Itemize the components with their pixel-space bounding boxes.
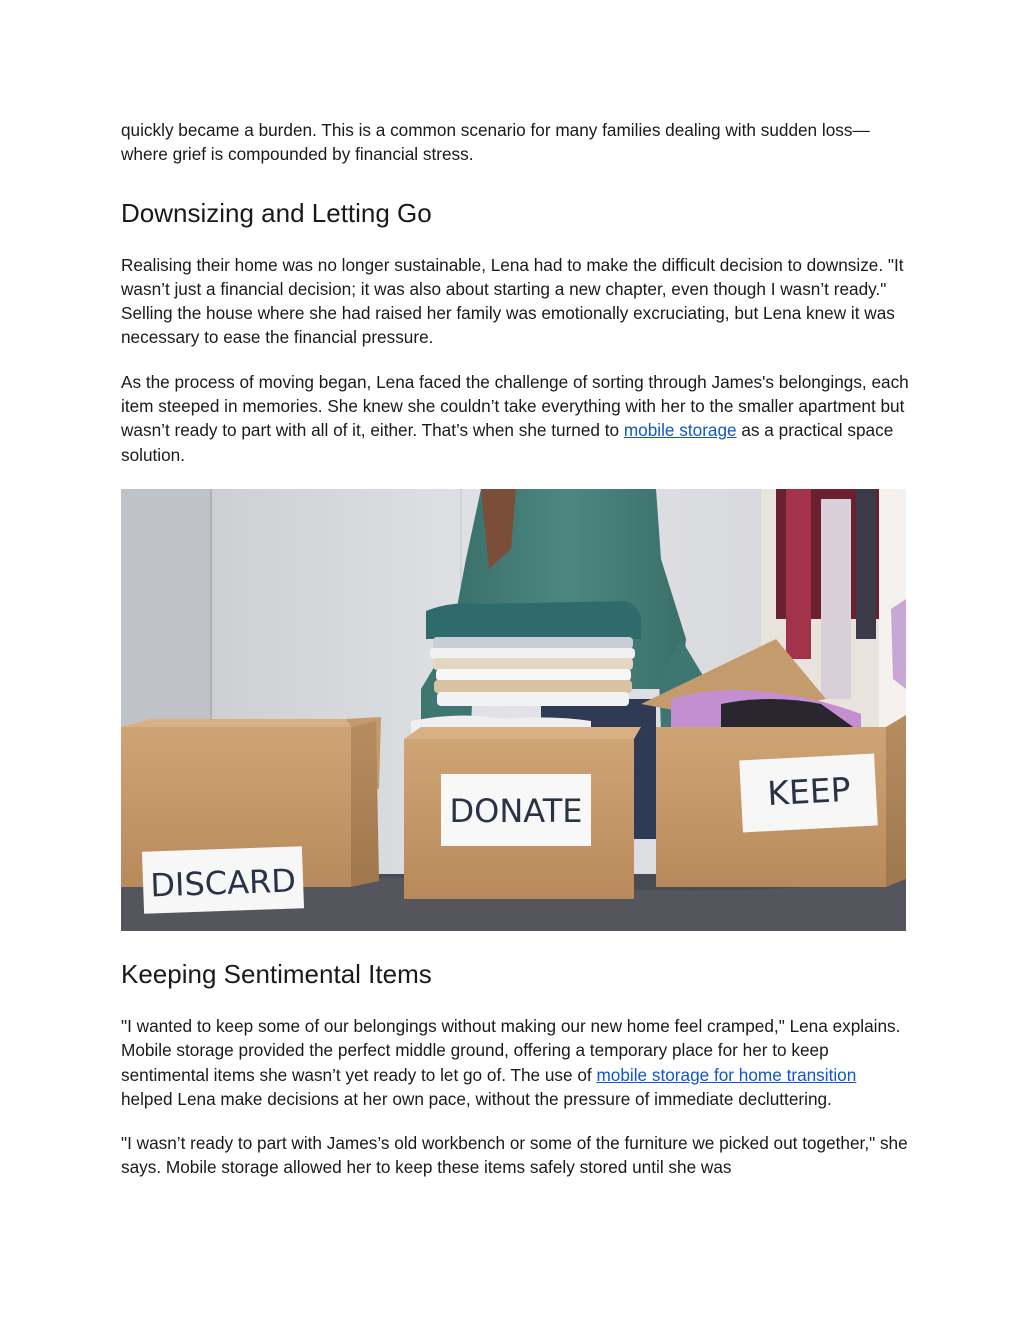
heading-downsizing: Downsizing and Letting Go bbox=[121, 197, 432, 228]
mobile-storage-link[interactable]: mobile storage bbox=[623, 420, 737, 441]
paragraph-text: As the process of moving began, Lena faced the challenge of sorting through James's belongings, each item steeped in memories. She knew she couldn’t take everything with her to the smaller apartment but wasn’t ready to part with all of it, either. That’s when she turned to bbox=[121, 371, 909, 441]
paragraph-moving-process bbox=[121, 370, 911, 467]
paragraph-text: "I wanted to keep some of our belongings without making our new home feel cramped," Lena explains. Mobile storage provided the perfect middle ground, offering a temporary place for her to keep sentimental items she wasn’t yet ready to let go of. The use of bbox=[121, 1015, 901, 1085]
paragraph-middle-ground bbox=[121, 1014, 911, 1111]
donate-label: DONATE bbox=[449, 791, 583, 830]
photo-sorting-boxes bbox=[121, 489, 906, 931]
paragraph-downsize-decision: Realising their home was no longer sustainable, Lena had to make the difficult decision to downsize. "It wasn’t just a financial decision; it was also about starting a new chapter, even though I wasn’t ready." Selling the house where she had raised her family was emotionally excruciating, but Lena knew it was necessary to ease the financial pressure. bbox=[121, 254, 904, 348]
discard-label: DISCARD bbox=[149, 861, 297, 905]
paragraph-text: as a practical space solution. bbox=[121, 420, 894, 465]
mobile-storage-home-transition-link[interactable]: mobile storage for home transition bbox=[596, 1064, 857, 1085]
heading-sentimental: Keeping Sentimental Items bbox=[121, 958, 432, 989]
intro-paragraph: quickly became a burden. This is a common scenario for many families dealing with sudden loss—where grief is compounded by financial stress. bbox=[121, 120, 870, 165]
paragraph-workbench: "I wasn’t ready to part with James’s old workbench or some of the furniture we picked out together," she says. Mobile storage allowed her to keep these items safely stored until she was bbox=[121, 1133, 908, 1178]
paragraph-text: helped Lena make decisions at her own pace, without the pressure of immediate decluttering. bbox=[121, 1088, 832, 1109]
document-page bbox=[121, 118, 911, 1180]
keep-label: KEEP bbox=[766, 769, 852, 814]
